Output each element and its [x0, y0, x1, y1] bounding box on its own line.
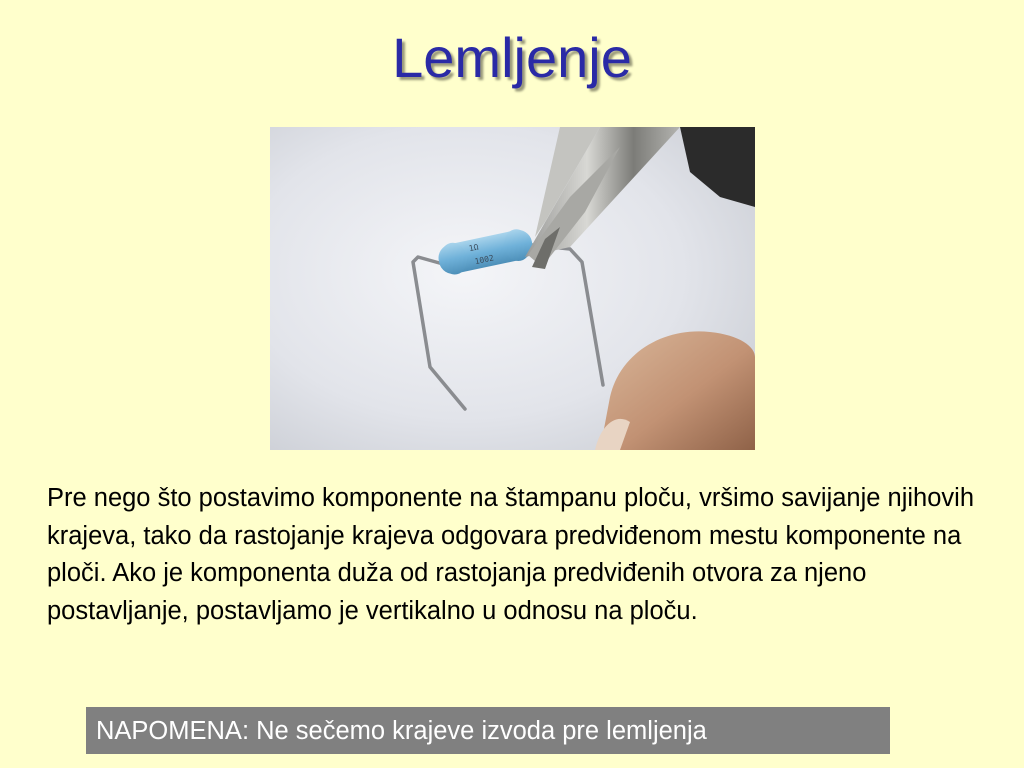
- svg-text:1Ω: 1Ω: [468, 242, 480, 254]
- note-box: [86, 707, 890, 754]
- slide-title: Lemljenje: [392, 26, 632, 89]
- note-text: NAPOMENA: Ne sečemo krajeve izvoda pre lemljenja: [96, 717, 707, 745]
- svg-text:1002: 1002: [473, 253, 495, 267]
- resistor-bending-photo-icon: [270, 127, 755, 450]
- body-paragraph: Pre nego što postavimo komponente na štampanu ploču, vršimo savijanje njihovih krajeva, tako da rastojanje krajeva odgovara predviđenom mestu komponente na ploči. Ako je komponenta duža od rastojanja predviđenih otvora za njeno postavljanje, postavljamo je vertikalno u odnosu na ploču.: [47, 484, 975, 625]
- resistor-photo: [270, 127, 755, 450]
